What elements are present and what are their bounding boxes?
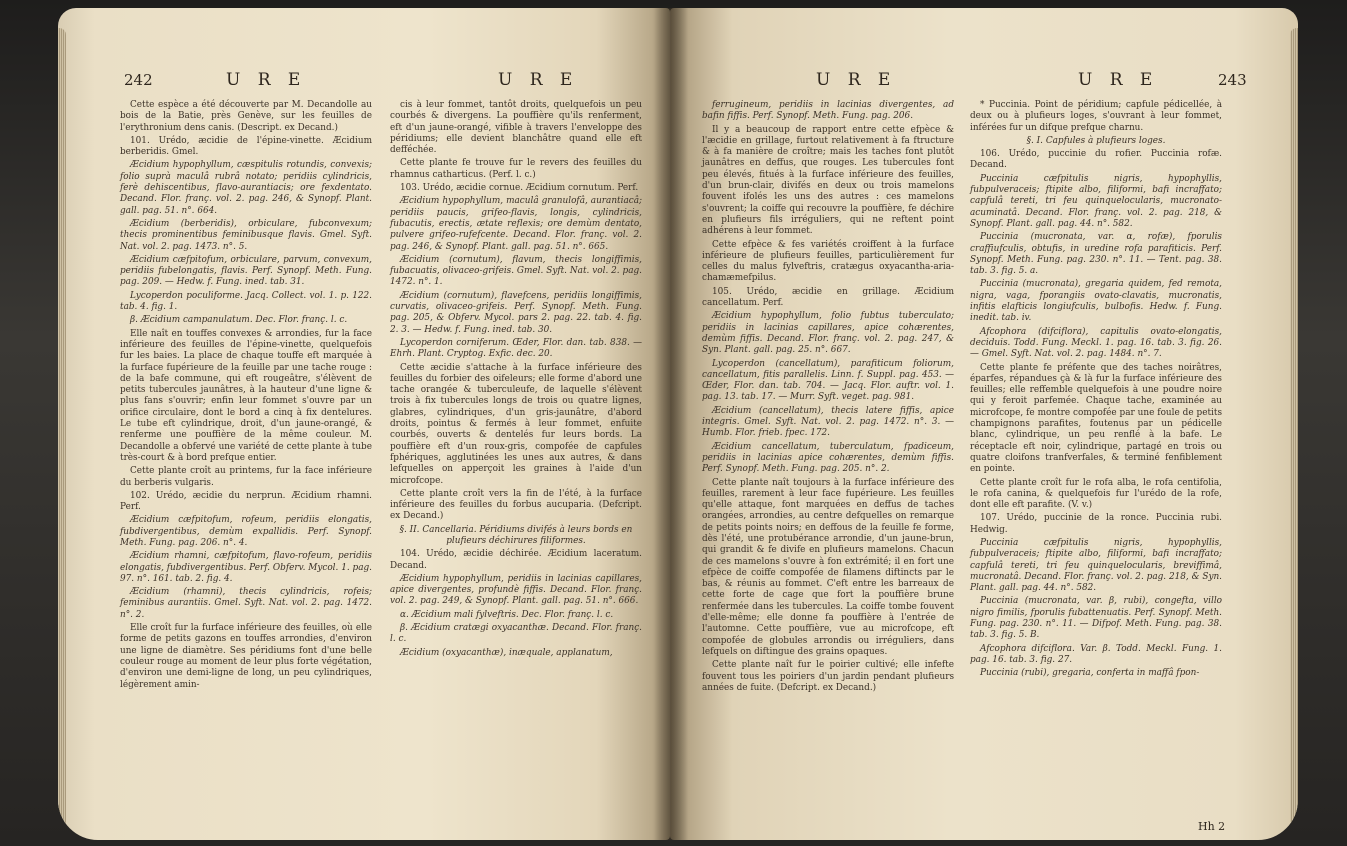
paragraph: Cette plante fe trouve fur le revers des feuilles du rhamnus catharticus. (Perf. l. c.)	[390, 158, 642, 180]
paragraph: Lycoperdon poculiforme. Jacq. Collect. vol. 1. p. 122. tab. 4. fig. 1.	[120, 290, 372, 313]
paragraph: Elle naît en touffes convexes & arrondies, fur la face inférieure des feuilles de l'épine-vinette, quelquefois fur les baies. La place de chaque touffe eft marquée à la furface fupérieure de la feuille par une tache rouge : de la bafe commune, qui eft rougeâtre, s'élèvent de petits tubercules jaunâtres, à la hauteur d'une ligne & plus fans s'ouvrir; enfin leur fommet s'ouvre par un orifice circulaire, dont le bord a cinq à fix dentelures. Le tube eft cylindrique, droit, d'un jaune-orangé, & renferme une pouffière de la même couleur. M. Decandolle a obfervé une variété de cette plante à tube très-court & à bord prefque entier.	[120, 328, 372, 463]
paragraph: Æcidium (oxyacanthæ), inæquale, applanatum,	[400, 647, 613, 658]
paragraph: Æcidium (cancellatum), thecis latere fiffis, apice integris. Gmel. Syft. Nat. vol. 2. pag. 1472. n°. 3. — Humb. Flor. frieb. fpec. 172.	[702, 405, 954, 439]
paragraph: * Puccinia. Point de péridium; capfule pédicellée, à deux ou à plufieurs loges, s'ouvrant à leur fommet, inférées fur un difque prefque charnu.	[970, 100, 1222, 133]
paragraph: Æcidium hypophyllum, maculâ granulofâ, aurantiacâ; peridiis paucis, grifeo-flavis, longis, cylindricis, fubacutis, erectis, ætate reflexis; ore demùm dentato, pulvere grifeo-rufefcente. Decand. Flor. franç. vol. 2. pag. 246, & Synopf. Plant. gall. pag. 51. n°. 665.	[390, 196, 642, 252]
paragraph: 105. Urédo, æcidie en grillage. Æcidium cancellatum. Perf.	[702, 286, 954, 309]
left-page-edge	[58, 28, 66, 828]
paragraph: Puccinia (mucronata, var. β, rubi), congefta, villo nigro fimilis, fporulis fubattenuatis. Perf. Synopf. Meth. Fung. pag. 230. n°. 11. — Difpof. Meth. Fung. pag. 38. tab. 3. fig. 5. B.	[970, 596, 1222, 641]
left-page-number: 242	[124, 71, 153, 89]
paragraph: cis à leur fommet, tantôt droits, quelquefois un peu courbés & divergens. La pouffière qu'ils renferment, eft d'un jaune-orangé, vifible à travers l'enveloppe des péridiums; elle devient blanchâtre quand elle eft defféchée.	[390, 100, 642, 156]
paragraph: Puccinia cæfpitulis nigris, hypophyllis, fubpulveraceis; ftipite albo, filiformi, bafi incraffato; capfulâ tereti, tri feu quinquelocularis, mucronato-acuminatâ. Decand. Flor. franç. vol. 2. pag. 218, & Synopf. Plant. gall. pag. 44. n°. 582.	[970, 173, 1222, 229]
paragraph: Cette plante croît vers la fin de l'été, à la furface inférieure des feuilles du forbus aucuparia. (Defcript. ex Decand.)	[390, 488, 642, 522]
paragraph: Cette plante fe préfente que des taches noirâtres, éparfes, répandues çà & là fur la furface inférieure des feuilles; elle reffemble quelquefois à une poudre noire qui y feroit parfemée. Chaque tache, examinée au microfcope, fe montre compofée par une foule de petits champignons parafites, foutenus par un pédicelle blanc, cylindrique, un peu renflé à la bafe. Le réceptacle eft noir, cylindrique, partagé en trois ou quatre cloifons tranfverfales, & terminé fenfiblement en pointe.	[970, 362, 1222, 475]
right-page-number: 243	[1218, 71, 1247, 89]
paragraph: Puccinia cæfpitulis nigris, hypophyllis, fubpulveraceis; ftipite albo, filiformi, bafi incraffato; capfulâ tereti, tri feu quinquelocularis, breviffimâ, mucronatâ. Decand. Flor. franç. vol. 2. pag. 218, & Syn. Plant. gall. pag. 44. n°. 582.	[970, 537, 1222, 594]
paragraph: β. Æcidium cratægi oxyacanthæ. Decand. Flor. franç. l. c.	[390, 623, 642, 645]
paragraph: §. I. Capfules à plufieurs loges.	[1026, 135, 1166, 146]
paragraph: Lycoperdon (cancellatum), parafiticum foliorum, cancellatum, fitis parallelis. Linn. f. Suppl. pag. 453. — Œder, Flor. dan. tab. 704. — Jacq. Flor. auftr. vol. 1. pag. 13. tab. 17. — Murr. Syft. veget. pag. 981.	[702, 358, 954, 403]
paragraph: Æcidium cæfpitofum, rofeum, peridiis elongatis, fubdivergentibus, demùm expallidis. Perf. Synopf. Meth. Fung. pag. 206. n°. 4.	[120, 515, 372, 548]
left-page	[58, 8, 670, 840]
right-page	[670, 8, 1298, 840]
left-column-2	[390, 100, 642, 661]
paragraph: 101. Urédo, æcidie de l'épine-vinette. Æcidium berberidis. Gmel.	[120, 135, 372, 158]
paragraph: Æcidium hypophyllum, folio fubtus tuberculato; peridiis in lacinias capillares, apice cohærentes, demùm fiffis. Decand. Flor. franç. vol. 2. pag. 247, & Syn. Plant. gall. pag. 25. n°. 667.	[702, 311, 954, 356]
paragraph: Cette plante naît toujours à la furface inférieure des feuilles, rarement à leur face fupérieure. Les feuilles qu'elle attaque, font marquées en deffus de taches orangées, arrondies, au centre defquelles on remarque de petits points noirs; en deffous de la feuille fe forme, dès l'été, une protubérance arrondie, d'un jaune-brun, qui grandit & fe divife en plufieurs mamelons. Chacun de ces mamelons s'ouvre à fon extrémité; il en fort une efpèce de coiffe compofée de filamens diftincts par le bas, & réunis au fommet. C'eft entre les barreaux de cette forte de cage que fort la pouffière brune renfermée dans les tubercules. La coiffe tombe fouvent d'elle-même; elle donne fa pouffière à l'entrée de l'automne. Cette pouffière, vue au microfcope, eft compofée de globules arrondis ou irréguliers, dans lefquels on diftingue des grains opaques.	[702, 477, 954, 657]
paragraph: Cette efpèce & fes variétés croiffent à la furface inférieure de plufieurs feuilles, particulièrement fur celles du malus fylveftris, cratægus oxyacantha-aria-chamæmefpilus.	[702, 239, 954, 284]
paragraph: Æcidium hypophyllum, cæspitulis rotundis, convexis; folio suprà maculâ rubrâ notato; peridiis cylindricis, ferè dehiscentibus, flavo-aurantiacis; ore fexdentato. Decand. Flor. franç. vol. 2. pag. 246, & Synopf. Plant. gall. pag. 51. n°. 664.	[120, 160, 372, 216]
left-column-1	[120, 100, 372, 693]
paragraph: Cette plante naît fur le poirier cultivé; elle infefte fouvent tous les poiriers d'un jardin pendant plufieurs années de fuite. (Defcript. ex Decand.)	[702, 660, 954, 693]
left-running-head-b: U R E	[498, 70, 579, 90]
paragraph: 103. Urédo, æcidie cornue. Æcidium cornutum. Perf.	[400, 183, 639, 194]
paragraph: Æcidium (rhamni), thecis cylindricis, rofeis; feminibus aurantiis. Gmel. Syft. Nat. vol. 2. pag. 1472. n°. 2.	[120, 587, 372, 620]
paragraph: β. Æcidium campanulatum. Dec. Flor. franç. l. c.	[130, 315, 348, 326]
right-running-head-b: U R E	[1078, 70, 1159, 90]
paragraph: Afcophora difciflora. Var. β. Todd. Meckl. Fung. 1. pag. 16. tab. 3. fig. 27.	[970, 643, 1222, 665]
paragraph: Puccinia (mucronata, var. α, rofæ), fporulis craffiufculis, obtufis, in uredine rofa parafiticis. Perf. Synopf. Meth. Fung. pag. 230. n°. 11. — Tent. pag. 38. tab. 3. fig. 5. a.	[970, 232, 1222, 277]
paragraph: 102. Urédo, æcidie du nerprun. Æcidium rhamni. Perf.	[120, 490, 372, 513]
paragraph: 104. Urédo, æcidie déchirée. Æcidium laceratum. Decand.	[390, 549, 642, 571]
right-running-head-a: U R E	[816, 70, 897, 90]
signature-mark: Hh 2	[1198, 820, 1226, 833]
paragraph: §. II. Cancellaria. Péridiums divifés à leurs bords en plufieurs déchirures filiformes.	[399, 524, 633, 546]
paragraph: Afcophora (difciflora), capitulis ovato-elongatis, deciduis. Todd. Fung. Meckl. 1. pag. 16. tab. 3. fig. 26. — Gmel. Syft. Nat. vol. 2. pag. 1484. n°. 7.	[970, 326, 1222, 360]
paragraph: Æcidium cancellatum, tuberculatum, fpadiceum, peridiis in lacinias apice cohærentes, demùm fiffis. Perf. Synopf. Meth. Fung. pag. 205. n°. 2.	[702, 441, 954, 475]
paragraph: 106. Urédo, puccinie du rofier. Puccinia rofæ. Decand.	[970, 149, 1222, 171]
paragraph: Æcidium (cornutum), flavum, thecis longiffimis, fubacuatis, olivaceo-grifeis. Gmel. Syft. Nat. vol. 2. pag. 1472. n°. 1.	[390, 254, 642, 288]
paragraph: Puccinia (mucronata), gregaria quidem, fed remota, nigra, vaga, fporangiis ovato-clavatis, mucronatis, infitis elafticis longiufculis, bulbofis. Hedw. f. Fung. inedit. tab. iv.	[970, 279, 1222, 324]
paragraph: Elle croît fur la furface inférieure des feuilles, où elle forme de petits gazons en touffes arrondies, d'environ une ligne de diamètre. Ses péridiums font d'une belle couleur rouge au moment de leur plus forte végétation, d'environ une demi-ligne de long, un peu cylindriques, légèrement amin-	[120, 623, 372, 690]
left-running-head-a: U R E	[226, 70, 307, 90]
paragraph: Cette espèce a été découverte par M. Decandolle au bois de la Batie, près Genève, sur les feuilles de l'erythronium dens canis. (Descript. ex Decand.)	[120, 100, 372, 133]
paragraph: Æcidium (cornutum), flavefcens, peridiis longiffimis, curvatis, olivaceo-grifeis. Perf. Synopf. Meth. Fung. pag. 205, & Obferv. Mycol. pars 2. pag. 22. tab. 4. fig. 2. 3. — Hedw. f. Fung. ined. tab. 30.	[390, 290, 642, 335]
paragraph: Cette plante croît fur le rofa alba, le rofa centifolia, le rofa canina, & quelquefois fur l'urédo de la rofe, dont elle eft parafite. (V. v.)	[970, 477, 1222, 511]
paragraph: Puccinia (rubi), gregaria, conferta in maffâ fpon-	[980, 668, 1200, 679]
paragraph: Il y a beaucoup de rapport entre cette efpèce & l'æcidie en grillage, furtout relativement à fa ftructure & à fa manière de croître; mais les taches font plutôt jaunâtres en deffus, que rouges. Les tubercules font peu élevés, fitués à la furface inférieure des feuilles, d'un brun-clair, divifés en deux ou trois mamelons fouvent ifolés les uns des autres : ces mamelons s'ouvrent; la coiffe qui recouvre la pouffière, fe déchire en plufieurs fils irréguliers, qui ne reftent point adhérens à leur fommet.	[702, 124, 954, 237]
paragraph: Æcidium hypophyllum, peridiis in lacinias capillares, apice divergentes, profundè fiffis. Decand. Flor. franç. vol. 2. pag. 249, & Synopf. Plant. gall. pag. 51. n°. 666.	[390, 573, 642, 607]
right-page-edge	[1290, 28, 1298, 828]
paragraph: Cette æcidie s'attache à la furface inférieure des feuilles du forbier des oifeleurs; elle forme d'abord une tache orangée & tuberculeufe, de laquelle s'élèvent trois à fix tubercules longs de trois ou quatre lignes, glabres, cylindriques, d'un gris-jaunâtre, d'abord droits, pointus & fermés à leur fommet, enfuite courbés, ouverts & dentelés fur leurs bords. La pouffière eft d'un roux-gris, compofée de capfules fphériques, agglutinées les unes aux autres, & dans lefquelles on apperçoit les graines à l'aide d'un microfcope.	[390, 362, 642, 486]
paragraph: Æcidium cæfpitofum, orbiculare, parvum, convexum, peridiis fubelongatis, flavis. Perf. Synopf. Meth. Fung. pag. 209. — Hedw. f. Fung. ined. tab. 31.	[120, 254, 372, 288]
book-gutter	[654, 8, 688, 840]
paragraph: ferrugineum, peridiis in lacinias divergentes, ad bafin fiffis. Perf. Synopf. Meth. Fung. pag. 206.	[702, 100, 954, 122]
right-column-1	[702, 100, 954, 696]
paragraph: 107. Urédo, puccinie de la ronce. Puccinia rubi. Hedwig.	[970, 513, 1222, 535]
paragraph: Cette plante croît au printems, fur la face inférieure du berberis vulgaris.	[120, 466, 372, 488]
paragraph: α. Æcidium mali fylveftris. Dec. Flor. franç. l. c.	[400, 609, 614, 620]
paragraph: Æcidium (berberidis), orbiculare, fubconvexum; thecis prominentibus feminibusque flavis. Gmel. Syft. Nat. vol. 2. pag. 1473. n°. 5.	[120, 218, 372, 252]
open-book	[58, 8, 1298, 840]
paragraph: Lycoperdon corniferum. Œder, Flor. dan. tab. 838. — Ehrh. Plant. Cryptog. Exfic. dec. 20.	[390, 337, 642, 360]
paragraph: Æcidium rhamni, cæfpitofum, flavo-rofeum, peridiis elongatis, fubdivergentibus. Perf. Obferv. Mycol. 1. pag. 97. n°. 161. tab. 2. fig. 4.	[120, 551, 372, 584]
right-column-2	[970, 100, 1222, 682]
